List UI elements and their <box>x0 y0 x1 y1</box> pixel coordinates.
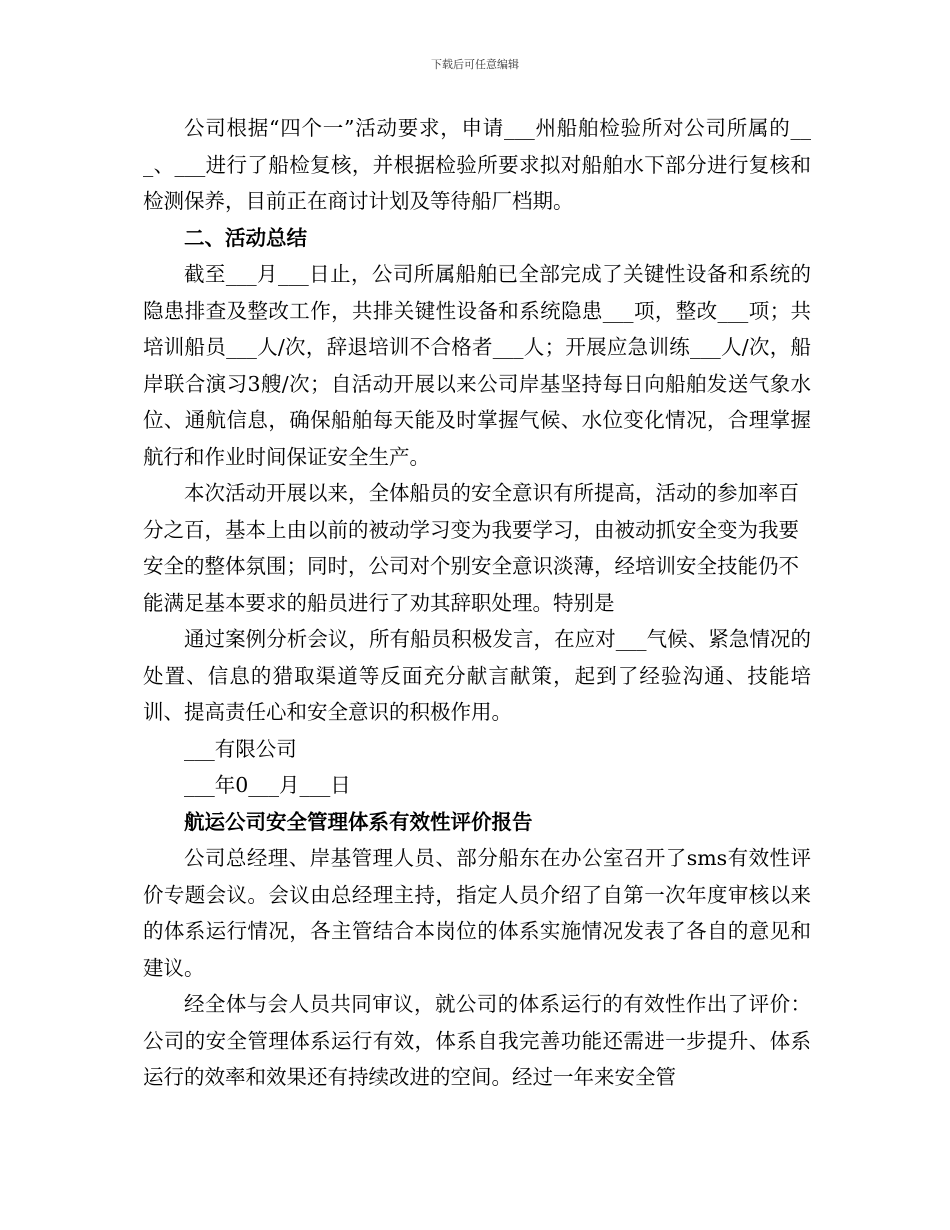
section-heading-activity-summary: 二、活动总结 <box>184 225 307 250</box>
document-body <box>143 110 811 1096</box>
paragraph-safety-awareness: 本次活动开展以来，全体船员的安全意识有所提高，活动的参加率百分之百，基本上由以前的被动学习变为我要学习，由被动抓安全变为我要安全的整体氛围；同时，公司对个别安全意识淡薄，经培训安全技能仍不能满足基本要求的船员进行了劝其辞职处理。特别是 <box>143 481 799 615</box>
company-signature: ___有限公司 <box>184 736 297 761</box>
report-title: 航运公司安全管理体系有效性评价报告 <box>184 809 533 834</box>
page-header: 下载后可任意编辑 <box>431 58 519 71</box>
paragraph-case-analysis: 通过案例分析会议，所有船员积极发言，在应对___气候、紧急情况的处置、信息的猎取渠道等反面充分献言献策，起到了经验沟通、技能培训、提高责任心和安全意识的积极作用。 <box>143 627 811 724</box>
paragraph-activity-results: 截至___月___日止，公司所属船舶已全部完成了关键性设备和系统的隐患排查及整改工作，共排关键性设备和系统隐患___项，整改___项；共培训船员___人/次，辞退培训不合格者___人；开展应急训练___人/次，船岸联合演习3艘/次；自活动开展以来公司岸基坚持每日向船舶发送气象水位、通航信息，确保船舶每天能及时掌握气候、水位变化情况，合理掌握航行和作业时间保证安全生产。 <box>143 262 811 469</box>
paragraph-evaluation: 经全体与会人员共同审议，就公司的体系运行的有效性作出了评价：公司的安全管理体系运行有效，体系自我完善功能还需进一步提升、体系运行的效率和效果还有持续改进的空间。经过一年来安全管 <box>143 992 811 1089</box>
paragraph-ship-inspection: 公司根据“四个一”活动要求，申请___州船舶检验所对公司所属的___、___进行了船检复核，并根据检验所要求拟对船舶水下部分进行复核和检测保养，目前正在商讨计划及等待船厂档期。 <box>143 116 811 213</box>
paragraph-meeting: 公司总经理、岸基管理人员、部分船东在办公室召开了sms有效性评价专题会议。会议由总经理主持，指定人员介绍了自第一次年度审核以来的体系运行情况，各主管结合本岗位的体系实施情况发表了各自的意见和建议。 <box>143 846 811 980</box>
signature-date: ___年0___月___日 <box>184 773 351 797</box>
